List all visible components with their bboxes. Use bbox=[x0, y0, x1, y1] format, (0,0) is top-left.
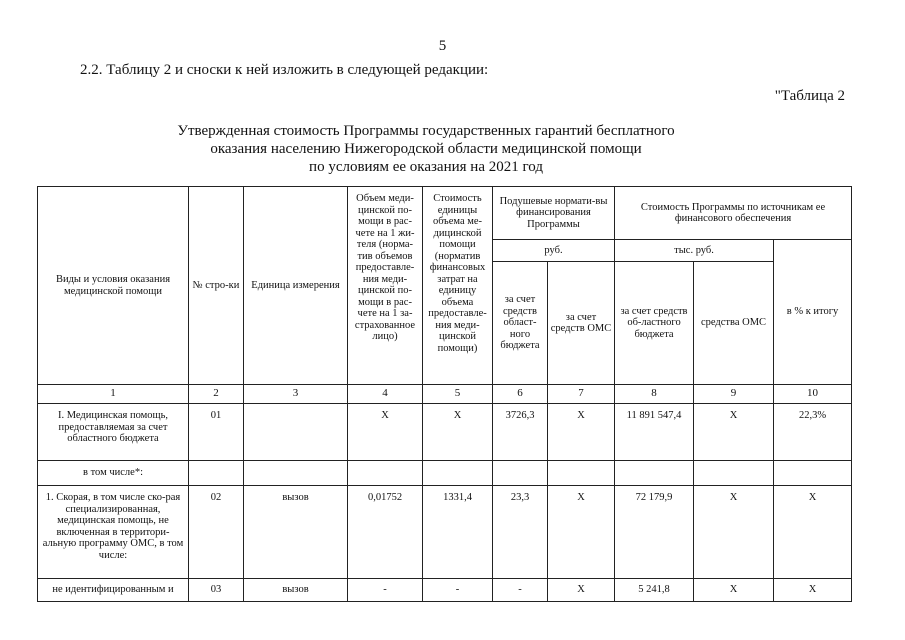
table-cell: 22,3% bbox=[774, 404, 852, 461]
title-line: Утвержденная стоимость Программы государственных гарантий бесплатного bbox=[177, 123, 675, 139]
column-number: 4 bbox=[348, 385, 423, 404]
table-cell: X bbox=[774, 579, 852, 602]
page-number: 5 bbox=[438, 38, 447, 54]
table-cell: 5 241,8 bbox=[615, 579, 694, 602]
table-cell: X bbox=[694, 486, 774, 579]
table-cell bbox=[423, 461, 493, 486]
table-cell: не идентифицированным и bbox=[38, 579, 189, 602]
table-cell: 03 bbox=[189, 579, 244, 602]
table-cell bbox=[244, 404, 348, 461]
header-row-number: № стро-ки bbox=[189, 187, 244, 385]
header-types: Виды и условия оказания медицинской помощи bbox=[38, 187, 189, 385]
header-unit-rub: руб. bbox=[493, 240, 615, 262]
column-number: 1 bbox=[38, 385, 189, 404]
cost-table bbox=[37, 186, 852, 602]
table-cell: X bbox=[548, 579, 615, 602]
column-number: 6 bbox=[493, 385, 548, 404]
header-cost-group: Стоимость Программы по источникам ее финансового обеспечения bbox=[615, 187, 852, 240]
table-cell: - bbox=[493, 579, 548, 602]
header-unit-cost: Стоимость единицы объема ме-дицинской помощи (норматив финансовых затрат на единицу объема предоставле-ния меди-цинской помощи) bbox=[423, 187, 493, 385]
header-unit-thous-rub: тыс. руб. bbox=[615, 240, 774, 262]
column-number: 2 bbox=[189, 385, 244, 404]
table-cell bbox=[348, 461, 423, 486]
header-oms: за счет средств ОМС bbox=[548, 262, 615, 385]
column-number: 3 bbox=[244, 385, 348, 404]
title-line: оказания населению Нижегородской области медицинской помощи bbox=[210, 141, 642, 157]
table-cell bbox=[615, 461, 694, 486]
header-per-capita-group: Подушевые нормати-вы финансирования Программы bbox=[493, 187, 615, 240]
table-cell bbox=[493, 461, 548, 486]
table-cell: X bbox=[548, 404, 615, 461]
header-regional-budget-cost: за счет средств об-ластного бюджета bbox=[615, 262, 694, 385]
table-cell: X bbox=[548, 486, 615, 579]
column-number: 9 bbox=[694, 385, 774, 404]
table-cell: - bbox=[423, 579, 493, 602]
column-number: 7 bbox=[548, 385, 615, 404]
table-cell: X bbox=[423, 404, 493, 461]
column-number: 5 bbox=[423, 385, 493, 404]
table-cell: вызов bbox=[244, 486, 348, 579]
table-cell: в том числе*: bbox=[38, 461, 189, 486]
table-title bbox=[0, 122, 852, 176]
table-cell bbox=[244, 461, 348, 486]
table-row bbox=[38, 486, 852, 579]
table-cell: 02 bbox=[189, 486, 244, 579]
column-number: 8 bbox=[615, 385, 694, 404]
header-regional-budget: за счет средств област-ного бюджета bbox=[493, 262, 548, 385]
table-cell: 23,3 bbox=[493, 486, 548, 579]
intro-paragraph: 2.2. Таблицу 2 и сноски к ней изложить в следующей редакции: bbox=[80, 62, 489, 78]
table-cell: I. Медицинская помощь, предоставляемая за счет областного бюджета bbox=[38, 404, 189, 461]
table-cell: X bbox=[348, 404, 423, 461]
table-row bbox=[38, 579, 852, 602]
header-oms-funds: средства ОМС bbox=[694, 262, 774, 385]
header-percent-total: в % к итогу bbox=[774, 240, 852, 385]
table-cell: 3726,3 bbox=[493, 404, 548, 461]
table-label: "Таблица 2 bbox=[774, 88, 845, 104]
table-cell bbox=[774, 461, 852, 486]
header-volume: Объем меди-цинской по-мощи в рас-чете на 1 жи-теля (норма-тив объемов предоставле-ния меди-цинской по-мощи в рас-чете на 1 за-страхованное лицо) bbox=[348, 187, 423, 385]
table-cell: X bbox=[774, 486, 852, 579]
table-cell: 72 179,9 bbox=[615, 486, 694, 579]
table-cell: X bbox=[694, 579, 774, 602]
table-cell: 1331,4 bbox=[423, 486, 493, 579]
column-number: 10 bbox=[774, 385, 852, 404]
table-cell: 0,01752 bbox=[348, 486, 423, 579]
table-cell: 1. Скорая, в том числе ско-рая специализированная, медицинская помощь, не включенная в территори-альную программу ОМС, в том числе: bbox=[38, 486, 189, 579]
table-cell: 01 bbox=[189, 404, 244, 461]
table-cell: - bbox=[348, 579, 423, 602]
table-cell: X bbox=[694, 404, 774, 461]
header-unit: Единица измерения bbox=[244, 187, 348, 385]
table-cell bbox=[548, 461, 615, 486]
table-cell: вызов bbox=[244, 579, 348, 602]
table-cell: 11 891 547,4 bbox=[615, 404, 694, 461]
table-cell bbox=[694, 461, 774, 486]
table-cell bbox=[189, 461, 244, 486]
title-line: по условиям ее оказания на 2021 год bbox=[309, 159, 543, 175]
table-row bbox=[38, 461, 852, 486]
table-row bbox=[38, 404, 852, 461]
